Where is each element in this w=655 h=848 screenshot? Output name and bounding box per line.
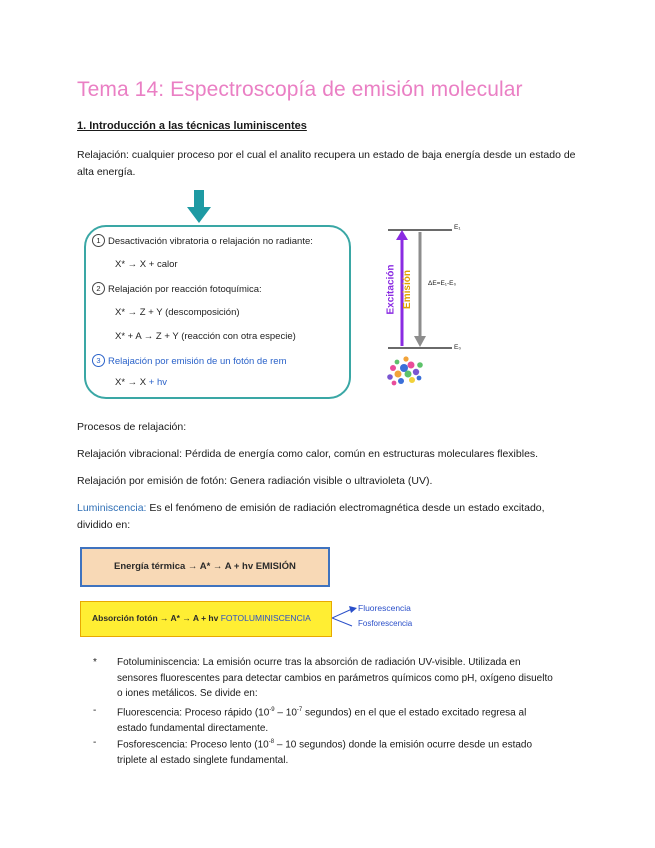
bullet-text: Fluorescencia: Proceso rápido ($10^{-9} - 10^{-7}$ segundos) en el que el estado excitado regresa al estado fundamental directamente. bbox=[117, 707, 527, 734]
bullet-text: Fotoluminiscencia: La emisión ocurre tras la absorción de radiación UV-visible. Utilizada en sensores fluorescentes para detectar cambios en parámetros químicos como pH, oxígeno disuelto o iones metálicos. Se divide en: bbox=[117, 657, 553, 699]
relax-item-3: 3 Relajación por emisión de un fotón de rem bbox=[92, 354, 287, 367]
bullet-mark: * bbox=[93, 657, 97, 668]
bullet-text: Fosforescencia: Proceso lento ($10^{-8} - 10$ segundos) donde la emisión ocurre desde un estado triplete al estado singlete fundamental. bbox=[117, 739, 533, 766]
relax-item-3-equation: X* → X + hv bbox=[115, 377, 168, 388]
fluorescencia-label: Fluorescencia bbox=[358, 603, 411, 613]
excitacion-label: Excitación bbox=[385, 264, 397, 315]
relajacion-definition: Relajación: cualquier proceso por el cual el analito recupera un estado de baja energía desde un estado de alta energía. bbox=[77, 149, 576, 178]
number-circle-icon: 1 bbox=[92, 234, 105, 247]
thermal-emission-box: Energía térmica → A* → A + hv EMISIÓN bbox=[80, 547, 330, 587]
photon-absorption-box: Absorción fotón → A* → A + hv FOTOLUMINISCENCIA bbox=[80, 601, 332, 637]
page-title: Tema 14: Espectroscopía de emisión molecular bbox=[77, 78, 523, 101]
number-circle-icon: 3 bbox=[92, 354, 105, 367]
relax-item-1: 1 Desactivación vibratoria o relajación no radiante: bbox=[92, 234, 313, 247]
level-e1-label: E₁ bbox=[454, 224, 461, 231]
emision-label: Emisión bbox=[401, 270, 413, 309]
relax-item-2-equation-1: X* → Z + Y (descomposición) bbox=[115, 307, 240, 318]
relajacion-vibracional: Relajación vibracional: Pérdida de energía como calor, común en estructuras moleculares flexibles. bbox=[77, 448, 539, 460]
energy-level-diagram bbox=[380, 218, 490, 393]
relax-item-1-equation: X* → X + calor bbox=[115, 259, 178, 270]
luminiscencia-paragraph: Luminiscencia: Es el fenómeno de emisión de radiación electromagnética desde un estado excitado, dividido en: bbox=[77, 502, 545, 531]
delta-e-label: ΔE=E₁-E₀ bbox=[428, 280, 457, 287]
teal-arrow-down-icon bbox=[187, 190, 211, 224]
procesos-heading: Procesos de relajación: bbox=[77, 421, 187, 433]
bullet-mark: - bbox=[93, 737, 97, 748]
section-heading: 1. Introducción a las técnicas luminiscentes bbox=[77, 120, 307, 132]
fosforescencia-label: Fosforescencia bbox=[358, 619, 413, 628]
bullet-mark: - bbox=[93, 705, 97, 716]
relajacion-emision-foton: Relajación por emisión de fotón: Genera radiación visible o ultravioleta (UV). bbox=[77, 475, 433, 487]
molecule-icon bbox=[387, 356, 423, 385]
relax-item-2-equation-2: X* + A → Z + Y (reacción con otra especie) bbox=[115, 331, 296, 342]
number-circle-icon: 2 bbox=[92, 282, 105, 295]
relax-item-2: 2 Relajación por reacción fotoquímica: bbox=[92, 282, 262, 295]
relaxation-processes-box bbox=[84, 225, 351, 399]
branch-arrows-icon bbox=[332, 604, 358, 632]
level-e0-label: E₀ bbox=[454, 344, 462, 351]
